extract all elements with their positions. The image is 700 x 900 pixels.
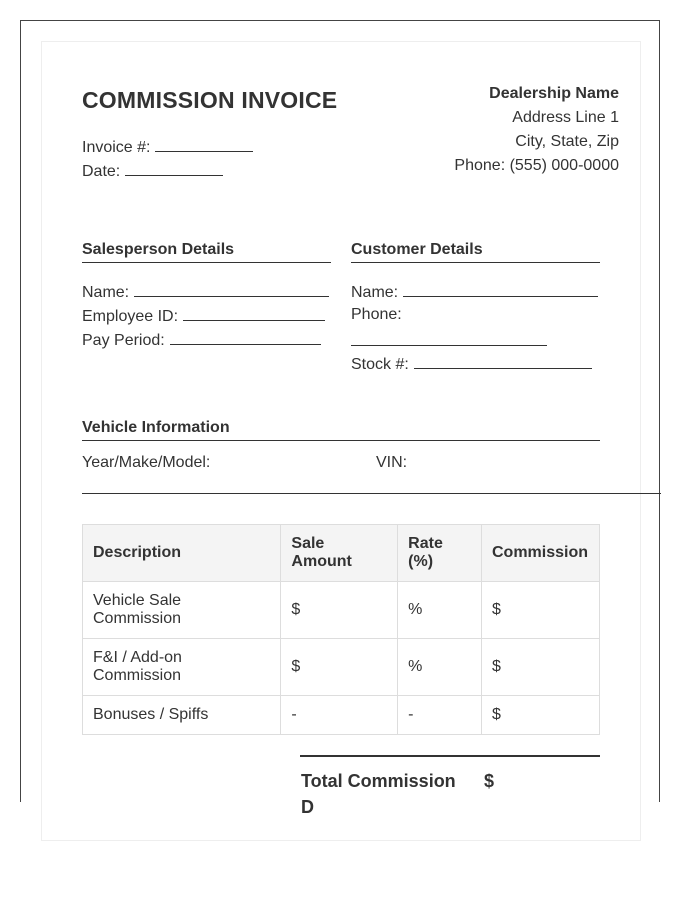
row-description: F&I / Add-on Commission (83, 639, 281, 696)
total-section (300, 755, 600, 817)
commission-table (82, 524, 600, 735)
invoice-date-label: Date: (82, 163, 121, 180)
page-title: COMMISSION INVOICE (82, 87, 338, 113)
year-make-model-label: Year/Make/Model: (82, 454, 211, 471)
table-row (83, 639, 600, 696)
row-sale-amount: - (281, 696, 398, 735)
row-commission[interactable]: $ (481, 582, 599, 639)
vin-label: VIN: (376, 454, 408, 471)
row-commission[interactable]: $ (481, 639, 599, 696)
invoice-number-label: Invoice #: (82, 139, 151, 156)
pay-period-blank[interactable] (170, 330, 321, 345)
dealer-phone: Phone: (555) 000-0000 (454, 157, 619, 174)
row-sale-amount[interactable]: $ (281, 639, 398, 696)
column-header-commission: Commission (481, 525, 599, 582)
stock-number-field (351, 354, 592, 374)
salesperson-heading: Salesperson Details (82, 241, 331, 263)
customer-name-field (351, 282, 598, 302)
row-description: Vehicle Sale Commission (83, 582, 281, 639)
column-header-rate: Rate (%) (398, 525, 482, 582)
invoice-number-field (82, 137, 253, 157)
total-commission-label: Total Commission (301, 771, 456, 791)
truncated-next-line: D (301, 797, 314, 817)
table-row (83, 582, 600, 639)
employee-id-blank[interactable] (183, 306, 325, 321)
pay-period-field (82, 330, 321, 350)
row-description: Bonuses / Spiffs (83, 696, 281, 735)
row-rate: - (398, 696, 482, 735)
stock-number-label: Stock #: (351, 356, 409, 373)
table-header-row (83, 525, 600, 582)
dealer-name: Dealership Name (489, 85, 619, 102)
salesperson-name-blank[interactable] (134, 282, 329, 297)
invoice-date-blank[interactable] (125, 161, 223, 176)
invoice-date-field (82, 161, 223, 181)
employee-id-field (82, 306, 325, 326)
invoice-page (20, 20, 660, 817)
row-sale-amount[interactable]: $ (281, 582, 398, 639)
customer-name-label: Name: (351, 284, 399, 301)
dealer-address: Address Line 1 (512, 109, 619, 126)
dealer-city-state-zip: City, State, Zip (515, 133, 619, 150)
customer-heading: Customer Details (351, 241, 600, 263)
row-commission[interactable]: $ (481, 696, 599, 735)
vehicle-heading: Vehicle Information (82, 419, 600, 441)
vehicle-blank-line[interactable] (82, 493, 661, 494)
customer-phone-label: Phone: (351, 306, 402, 323)
stock-number-blank[interactable] (414, 354, 592, 369)
customer-phone-blank[interactable] (351, 345, 547, 346)
invoice-number-blank[interactable] (155, 137, 253, 152)
customer-phone-field (351, 306, 402, 324)
column-header-description: Description (83, 525, 281, 582)
row-rate[interactable]: % (398, 639, 482, 696)
row-rate[interactable]: % (398, 582, 482, 639)
total-commission-value[interactable]: $ (484, 771, 495, 791)
table-row (83, 696, 600, 735)
salesperson-name-label: Name: (82, 284, 130, 301)
customer-name-blank[interactable] (403, 282, 598, 297)
employee-id-label: Employee ID: (82, 308, 179, 325)
pay-period-label: Pay Period: (82, 332, 165, 349)
salesperson-name-field (82, 282, 329, 302)
column-header-sale-amount: Sale Amount (281, 525, 398, 582)
